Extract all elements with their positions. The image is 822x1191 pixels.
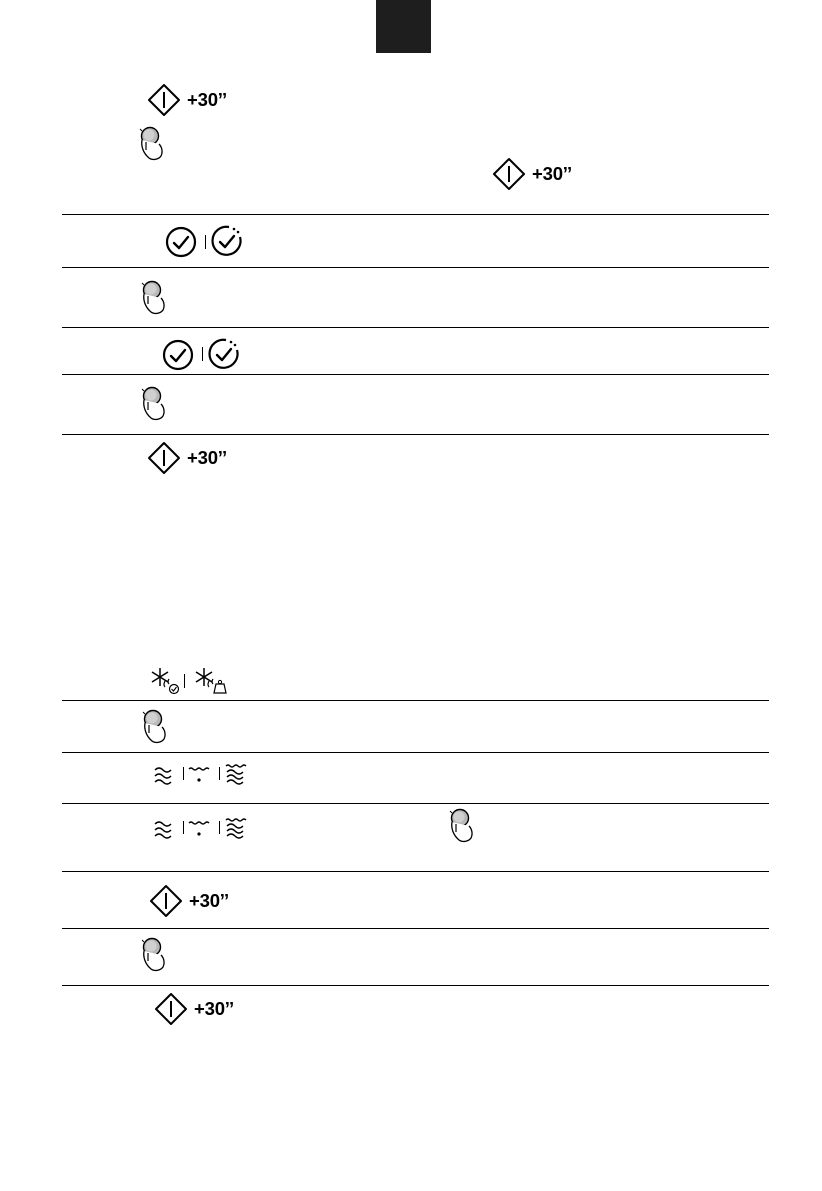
table-divider — [62, 327, 769, 328]
combi-steam-icon — [225, 816, 249, 842]
table-divider — [62, 374, 769, 375]
defrost-time-icon — [194, 667, 234, 695]
icon-separator — [202, 347, 203, 361]
dial-knob-hand-icon — [139, 280, 167, 318]
start-diamond-icon — [492, 157, 526, 191]
dial-knob-hand-icon — [140, 709, 168, 747]
icon-separator — [219, 767, 220, 780]
table-divider — [62, 985, 769, 986]
start-diamond-icon — [149, 884, 183, 918]
dial-knob-hand-icon — [139, 386, 167, 424]
clock-timer-icon — [208, 338, 241, 371]
icon-separator — [184, 674, 185, 688]
start-label: +30’’ — [187, 89, 227, 110]
table-divider — [62, 928, 769, 929]
clock-icon — [162, 339, 194, 371]
table-divider — [62, 434, 769, 435]
table-divider — [62, 803, 769, 804]
table-divider — [62, 871, 769, 872]
start-label: +30’’ — [189, 890, 229, 911]
dial-knob-hand-icon — [137, 126, 165, 164]
start-label: +30’’ — [194, 998, 234, 1019]
icon-separator — [205, 235, 206, 249]
clock-timer-icon — [211, 225, 244, 258]
page-section-tab — [376, 0, 431, 53]
grill-icon — [188, 819, 212, 839]
grill-icon — [188, 765, 212, 785]
table-divider — [62, 752, 769, 753]
steam-icon — [152, 764, 174, 786]
start-label: +30’’ — [187, 447, 227, 468]
icon-separator — [183, 767, 184, 780]
start-label: +30’’ — [532, 163, 572, 184]
defrost-weight-icon — [150, 667, 180, 695]
dial-knob-hand-icon — [139, 937, 167, 975]
start-diamond-icon — [147, 83, 181, 117]
table-divider — [62, 267, 769, 268]
start-diamond-icon — [154, 992, 188, 1026]
combi-steam-icon — [225, 762, 249, 788]
defrost-icon-group — [150, 667, 250, 695]
icon-separator — [219, 821, 220, 834]
icon-separator — [183, 821, 184, 834]
dial-knob-hand-icon — [447, 808, 475, 846]
table-divider — [62, 214, 769, 215]
clock-icon — [165, 226, 197, 258]
steam-icon — [152, 818, 174, 840]
table-divider — [62, 700, 769, 701]
start-diamond-icon — [147, 441, 181, 475]
